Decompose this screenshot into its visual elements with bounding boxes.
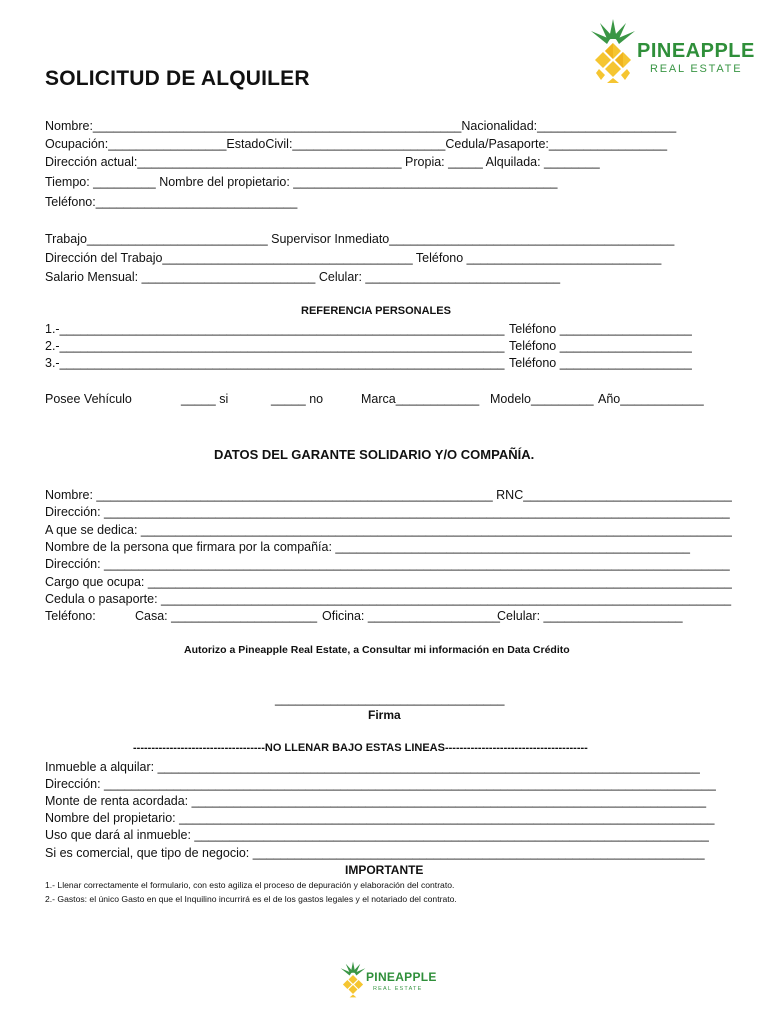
field-nombre-nacionalidad[interactable]: Nombre:_____________________________________________________Nacionalidad:____________________ [45,119,677,133]
field-salario-celular[interactable]: Salario Mensual: _________________________ Celular: ____________________________ [45,270,561,284]
guarantor-casa[interactable]: Casa: _____________________ [135,609,318,623]
field-telefono[interactable]: Teléfono:_____________________________ [45,195,298,209]
guarantor-firmante[interactable]: Nombre de la persona que firmara por la compañía: ___________________________________________________ [45,540,690,554]
office-propietario[interactable]: Nombre del propietario: _____________________________________________________________________________ [45,811,715,825]
guarantor-cedula[interactable]: Cedula o pasaporte: __________________________________________________________________________________ [45,592,732,606]
guarantor-cargo[interactable]: Cargo que ocupa: ____________________________________________________________________________________ [45,575,732,589]
reference-row-2[interactable]: 2.-________________________________________________________________ [45,339,505,353]
field-direccion-trabajo[interactable]: Dirección del Trabajo____________________________________ Teléfono ____________________________ [45,251,662,265]
office-uso[interactable]: Uso que dará al inmueble: __________________________________________________________________________ [45,828,709,842]
vehicle-si[interactable]: _____ si [181,392,229,406]
reference-phone-3[interactable]: Teléfono ___________________ [509,356,692,370]
reference-row-3[interactable]: 3.-________________________________________________________________ [45,356,505,370]
guarantor-phone-label: Teléfono: [45,609,96,623]
office-divider: ------------------------------------NO LLENAR BAJO ESTAS LINEAS--------------------------------------- [133,742,588,754]
vehicle-no[interactable]: _____ no [271,392,324,406]
footer-brand-subtitle: REAL ESTATE [373,986,423,992]
brand-name: PINEAPPLE [637,40,755,62]
guarantor-oficina[interactable]: Oficina: ___________________ [322,609,500,623]
office-negocio[interactable]: Si es comercial, que tipo de negocio: _________________________________________________________________ [45,846,705,860]
important-note-2: 2.- Gastos: el único Gasto en que el Inquilino incurrirá es el de los gastos legales y el notariado del contrato. [45,894,457,904]
important-heading: IMPORTANTE [345,863,424,877]
guarantor-direccion-2[interactable]: Dirección: __________________________________________________________________________________________ [45,557,730,571]
footer-pineapple-icon [339,960,367,1000]
vehicle-marca[interactable]: Marca____________ [361,392,480,406]
important-note-1: 1.- Llenar correctamente el formulario, con esto agiliza el proceso de depuración y elaboración del contrato. [45,880,455,890]
field-trabajo-supervisor[interactable]: Trabajo__________________________ Supervisor Inmediato_________________________________________ [45,232,675,246]
guarantor-heading: DATOS DEL GARANTE SOLIDARIO Y/O COMPAÑÍA. [214,447,535,462]
field-ocupacion-estado-cedula[interactable]: Ocupación:_________________EstadoCivil:______________________Cedula/Pasaporte:_________________ [45,137,668,151]
office-inmueble[interactable]: Inmueble a alquilar: ______________________________________________________________________________ [45,760,700,774]
signature-label: Firma [368,708,401,722]
reference-phone-2[interactable]: Teléfono ___________________ [509,339,692,353]
office-direccion[interactable]: Dirección: ________________________________________________________________________________________ [45,777,716,791]
field-tiempo-propietario[interactable]: Tiempo: _________ Nombre del propietario: ______________________________________ [45,175,558,189]
page-title: SOLICITUD DE ALQUILER [45,67,310,90]
vehicle-modelo[interactable]: Modelo_________ [490,392,594,406]
guarantor-celular[interactable]: Celular: ____________________ [497,609,683,623]
reference-row-1[interactable]: 1.-________________________________________________________________ [45,322,505,336]
reference-phone-1[interactable]: Teléfono ___________________ [509,322,692,336]
field-direccion-actual[interactable]: Dirección actual:______________________________________ Propia: _____ Alquilada: ________ [45,155,600,169]
office-renta[interactable]: Monte de renta acordada: __________________________________________________________________________ [45,794,707,808]
guarantor-dedica[interactable]: A que se dedica: _____________________________________________________________________________________ [45,523,732,537]
guarantor-nombre-rnc[interactable]: Nombre: _________________________________________________________ RNC______________________________ [45,488,732,502]
references-heading: REFERENCIA PERSONALES [301,305,451,317]
signature-line[interactable]: _________________________________ [275,692,505,706]
footer-brand-name: PINEAPPLE [366,970,437,984]
authorization-text: Autorizo a Pineapple Real Estate, a Consultar mi información en Data Crédito [184,644,570,656]
vehicle-label: Posee Vehículo [45,392,132,406]
brand-subtitle: REAL ESTATE [650,63,743,75]
guarantor-direccion[interactable]: Dirección: __________________________________________________________________________________________ [45,505,730,519]
pineapple-icon [588,17,638,87]
vehicle-anio[interactable]: Año____________ [598,392,704,406]
